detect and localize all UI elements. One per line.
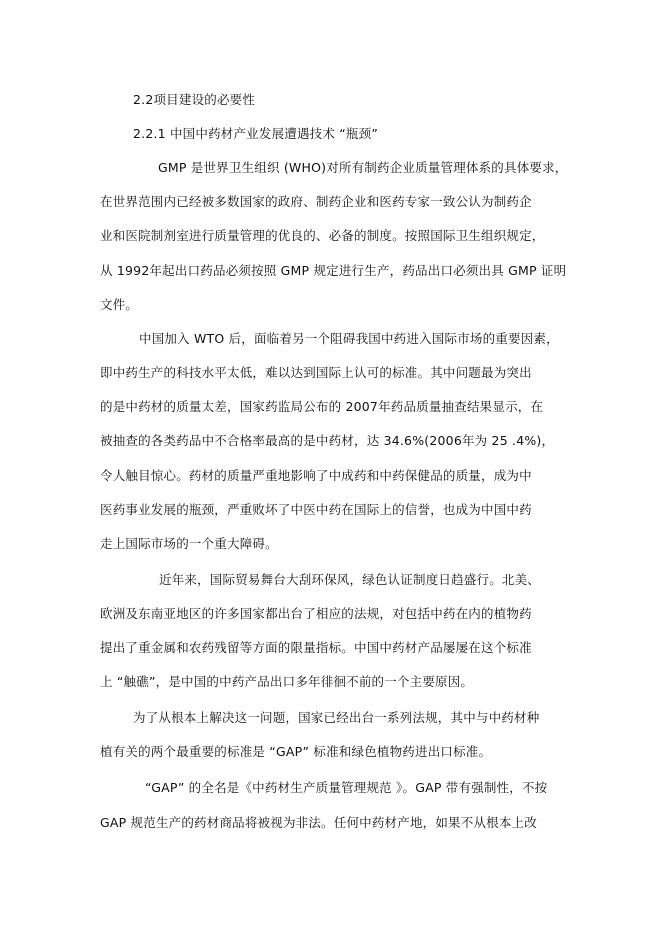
paragraph-line: GMP 是世界卫生组织 (WHO)对所有制药企业质量管理体系的具体要求，	[158, 160, 568, 175]
paragraph-line: 中国加入 WTO 后，面临着另一个阻碍我国中药进入国际市场的重要因素，	[139, 331, 559, 346]
paragraph-line: GAP 规范生产的药材商品将被视为非法。任何中药材产地，如果不从根本上改	[100, 815, 537, 830]
paragraph-line: 为了从根本上解决这一问题，国家已经出台一系列法规，其中与中药材种	[133, 710, 540, 725]
paragraph-line: 即中药生产的科技水平太低，难以达到国际上认可的标准。其中问题最为突出	[100, 365, 532, 380]
paragraph-line: “GAP” 的全名是《中药材生产质量管理规范 》。GAP 带有强制性，不按	[145, 780, 548, 795]
paragraph-line: 文件。	[100, 297, 139, 312]
paragraph-line: 业和医院制剂室进行质量管理的优良的、必备的制度。按照国际卫生组织规定，	[100, 228, 545, 243]
paragraph-line: 提出了重金属和农药残留等方面的限量指标。中国中药材产品屡屡在这个标准	[100, 640, 532, 655]
paragraph-line: 上 “触礁”，是中国的中药产品出口多年徘徊不前的一个主要原因。	[100, 674, 474, 689]
subsection-heading: 2.2.1 中国中药材产业发展遭遇技术 “瓶颈”	[133, 126, 379, 141]
paragraph-line: 植有关的两个最重要的标准是 “GAP” 标准和绿色植物药进出口标准。	[100, 744, 492, 759]
paragraph-line: 从 1992年起出口药品必须按照 GMP 规定进行生产，药品出口必须出具 GMP 证明	[100, 263, 567, 278]
paragraph-line: 走上国际市场的一个重大障碍。	[100, 536, 278, 551]
paragraph-line: 被抽查的各类药品中不合格率最高的是中药材，达 34.6%(2006年为 25 .4%)，	[100, 433, 555, 448]
paragraph-line: 欧洲及东南亚地区的许多国家都出台了相应的法规，对包括中药在内的植物药	[100, 606, 532, 621]
paragraph-line: 在世界范围内已经被多数国家的政府、制药企业和医药专家一致公认为制药企	[100, 194, 532, 209]
paragraph-line: 的是中药材的质量太差，国家药监局公布的 2007年药品质量抽查结果显示，在	[100, 399, 544, 414]
section-heading: 2.2项目建设的必要性	[133, 92, 256, 107]
paragraph-line: 医药事业发展的瓶颈，严重败坏了中医中药在国际上的信誉，也成为中国中药	[100, 502, 532, 517]
paragraph-line: 令人触目惊心。药材的质量严重地影响了中成药和中药保健品的质量，成为中	[100, 468, 532, 483]
paragraph-line: 近年来，国际贸易舞台大刮环保风，绿色认证制度日趋盛行。北美、	[159, 572, 541, 587]
